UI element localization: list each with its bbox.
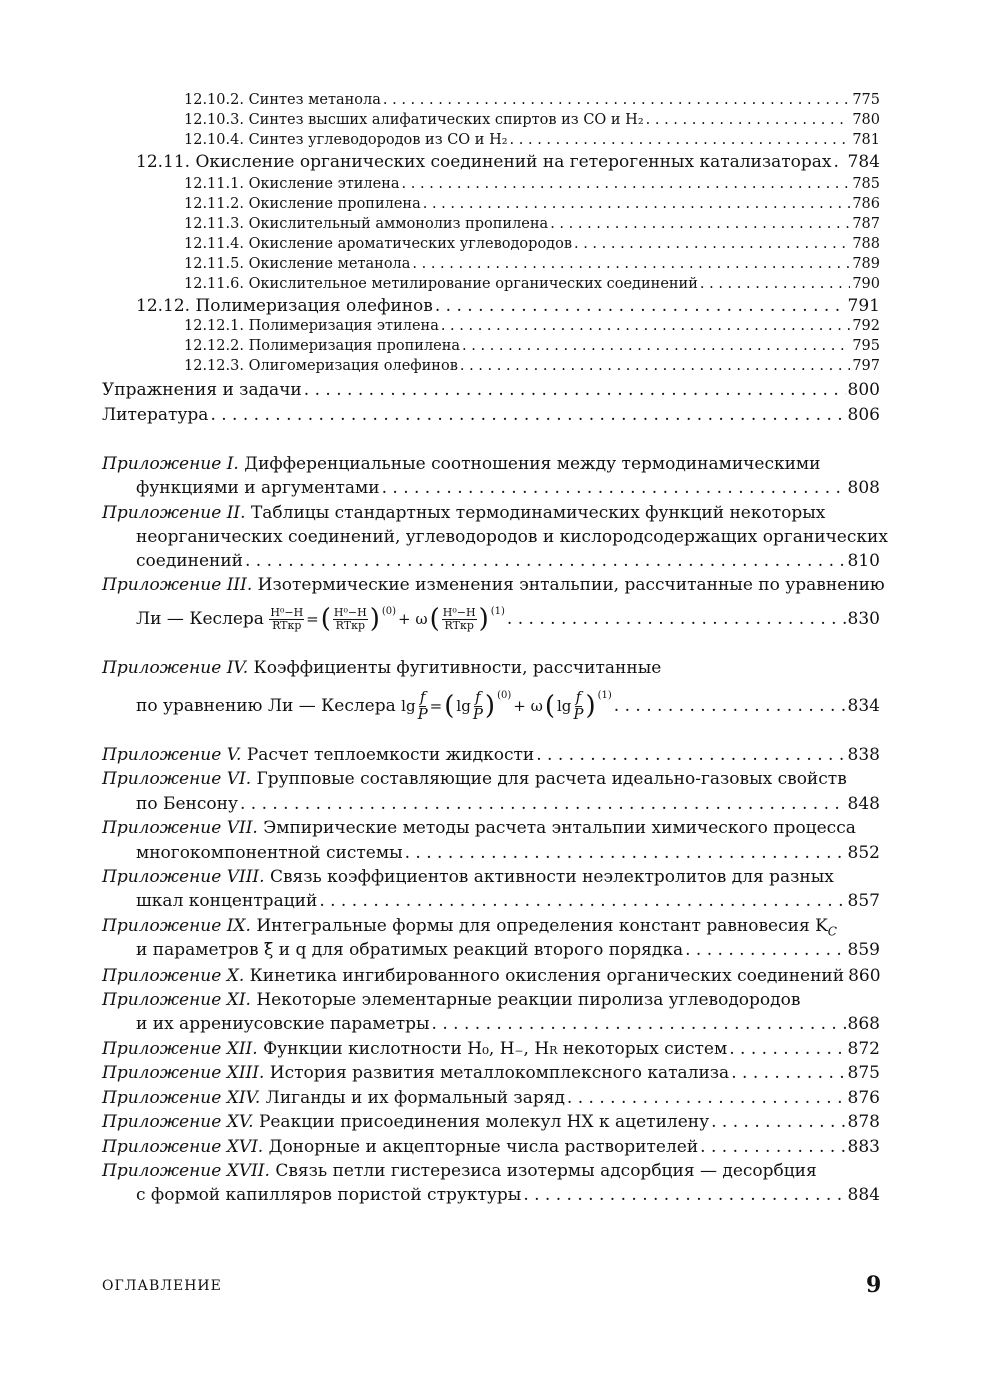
toc-entry[interactable]	[184, 276, 880, 292]
entry-title: Полимеризация олефинов	[195, 296, 433, 316]
entry-title: Окислительный аммонолиз пропилена	[248, 216, 549, 232]
appendix-label: Приложение XI.	[102, 990, 251, 1010]
appendix-title-cont: по Бенсону	[136, 794, 238, 814]
appendix-label: Приложение XIII.	[102, 1063, 265, 1083]
appendix-title-cont: с формой капилляров пористой структуры	[136, 1185, 522, 1205]
entry-number: 12.10.3.	[184, 112, 244, 128]
entry-title: Синтез углеводородов из CO и H₂	[248, 132, 508, 148]
entry-number: 12.11.6.	[184, 276, 244, 292]
running-footer: ОГЛАВЛЕНИЕ	[102, 1278, 222, 1294]
appendix-4[interactable]	[102, 658, 661, 678]
appendix-title: Коэффициенты фугитивности, рассчитанные	[253, 658, 662, 678]
appendix-page: 860	[848, 966, 881, 986]
appendix-7-cont[interactable]	[136, 843, 880, 863]
appendix-page: 808	[847, 478, 880, 498]
appendix-9[interactable]: Приложение IX. Интегральные формы для определения констант равновесия $K_C$	[102, 916, 837, 939]
toc-entry[interactable]	[184, 196, 880, 212]
entry-page: 784	[847, 152, 880, 172]
entry-number: 12.11.2.	[184, 196, 244, 212]
entry-title: Окисление пропилена	[248, 196, 421, 212]
entry-page: 791	[847, 296, 880, 316]
entry-title: Полимеризация пропилена	[248, 338, 461, 354]
appendix-page: 852	[847, 843, 880, 863]
appendix-page: 810	[847, 551, 880, 571]
enthalpy-formula: $\frac{\text{H⁰−H}}{\text{RTкр}}$ = ( $\frac{\text{H⁰−H}}{\text{RTкр}}$ ) (0) + ω ( $\frac{\text{H⁰−H}}{\text{RTкр}}$ ) (1)	[270, 604, 505, 634]
appendix-title: Расчет теплоемкости жидкости	[246, 745, 535, 765]
appendix-title: Связь коэффициентов активности неэлектролитов для разных	[269, 867, 834, 887]
fugacity-formula: lg $\frac{f}{P}$ = ( lg $\frac{f}{P}$ ) (0) + ω ( lg $\frac{f}{P}$ ) (1)	[401, 688, 612, 723]
appendix-page: 868	[847, 1014, 880, 1034]
entry-page: 800	[847, 380, 880, 400]
toc-entry[interactable]	[184, 236, 880, 252]
appendix-title: Таблицы стандартных термодинамических функций некоторых	[250, 503, 826, 523]
appendix-label: Приложение XV.	[102, 1112, 254, 1132]
toc-entry[interactable]	[184, 338, 880, 354]
entry-page: 789	[852, 256, 880, 272]
appendix-title: Реакции присоединения молекул HX к ацетилену	[258, 1112, 710, 1132]
appendix-page: 859	[847, 940, 880, 960]
entry-number: 12.11.	[136, 152, 191, 172]
page-number: 9	[866, 1272, 882, 1298]
appendix-page: 848	[847, 794, 880, 814]
formula-fraction: $\frac{\text{H⁰−H}}{\text{RTкр}}$	[270, 605, 304, 632]
entry-title: Олигомеризация олефинов	[248, 358, 458, 374]
appendix-title-cont: соединений	[136, 551, 243, 571]
appendix-page: 857	[847, 891, 880, 911]
appendix-1[interactable]	[102, 454, 821, 474]
entry-page: 781	[852, 132, 880, 148]
toc-entry[interactable]	[184, 176, 880, 192]
appendix-label: Приложение XVII.	[102, 1161, 270, 1181]
appendix-3[interactable]	[102, 575, 885, 595]
toc-entry[interactable]	[184, 318, 880, 334]
appendix-label: Приложение X.	[102, 966, 245, 986]
appendix-title-cont: многокомпонентной системы	[136, 843, 403, 863]
appendix-label: Приложение I.	[102, 454, 239, 474]
appendix-title-cont: шкал концентраций	[136, 891, 318, 911]
entry-page: 790	[852, 276, 880, 292]
entry-title: Окисление метанола	[248, 256, 411, 272]
appendix-title-cont: и их аррениусовские параметры	[136, 1014, 430, 1034]
appendix-title: Лиганды и их формальный заряд	[265, 1088, 565, 1108]
appendix-5[interactable]	[102, 745, 880, 765]
entry-number: 12.11.5.	[184, 256, 244, 272]
appendix-12[interactable]: Приложение XII. Функции кислотности H₀, H₋, H R некоторых систем . . . 872	[102, 1039, 880, 1059]
formula-fraction: $\frac{\text{H⁰−H}}{\text{RTкр}}$	[333, 605, 367, 632]
toc-entry[interactable]	[184, 92, 880, 108]
entry-number: 12.11.1.	[184, 176, 244, 192]
appendix-page: 876	[847, 1088, 880, 1108]
entry-title: Синтез метанола	[248, 92, 381, 108]
entry-number: 12.10.4.	[184, 132, 244, 148]
appendix-title-cont: неорганических соединений, углеводородов и кислородсодержащих органических	[136, 527, 888, 547]
entry-title: Окисление этилена	[248, 176, 400, 192]
appendix-title-cont: и параметров ξ̄ и q для обратимых реакций второго порядка	[136, 940, 684, 960]
appendix-11-cont[interactable]	[136, 1014, 880, 1034]
appendix-6[interactable]	[102, 769, 847, 789]
entry-title: Упражнения и задачи	[102, 380, 302, 400]
appendix-2-cont2[interactable]	[136, 551, 880, 571]
entry-number: 12.10.2.	[184, 92, 244, 108]
entry-page: 787	[852, 216, 880, 232]
appendix-label: Приложение VII.	[102, 818, 258, 838]
appendix-14[interactable]	[102, 1088, 880, 1108]
appendix-label: Приложение XII.	[102, 1039, 258, 1059]
appendix-2-cont	[136, 527, 888, 547]
entry-title: Синтез высших алифатических спиртов из CO и H₂	[248, 112, 644, 128]
appendix-title: Интегральные формы для определения констант равновесия K	[256, 916, 828, 936]
appendix-title-cont: функциями и аргументами	[136, 478, 380, 498]
entry-number: 12.12.	[136, 296, 191, 316]
appendix-label: Приложение IV.	[102, 658, 249, 678]
appendix-page: 884	[847, 1185, 880, 1205]
appendix-title: Групповые составляющие для расчета идеально-газовых свойств	[256, 769, 847, 789]
entry-page: 806	[847, 405, 880, 425]
appendix-11[interactable]	[102, 990, 800, 1010]
formula-fraction: $\frac{f}{P}$	[417, 688, 428, 723]
entry-number: 12.11.4.	[184, 236, 244, 252]
entry-page: 775	[852, 92, 880, 108]
appendix-title: История развития металлокомплексного катализа	[269, 1063, 730, 1083]
appendix-4-cont[interactable]	[136, 690, 880, 723]
appendix-3-cont[interactable]	[136, 606, 880, 632]
toc-entry[interactable]	[136, 296, 880, 316]
appendix-title: Донорные и акцепторные числа растворителей	[268, 1137, 699, 1157]
formula-fraction: $\frac{\text{H⁰−H}}{\text{RTкр}}$	[442, 605, 476, 632]
appendix-title: Изотермические изменения энтальпии, рассчитанные по уравнению	[257, 575, 885, 595]
appendix-10[interactable]	[102, 966, 880, 986]
entry-page: 780	[852, 112, 880, 128]
appendix-17-cont[interactable]	[136, 1185, 880, 1205]
appendix-label: Приложение XIV.	[102, 1088, 261, 1108]
appendix-title-tail: некоторых систем	[562, 1039, 728, 1059]
entry-number: 12.12.1.	[184, 318, 244, 334]
entry-number: 12.11.3.	[184, 216, 244, 232]
appendix-label: Приложение VI.	[102, 769, 252, 789]
appendix-6-cont[interactable]	[136, 794, 880, 814]
appendix-label: Приложение XVI.	[102, 1137, 264, 1157]
appendix-15[interactable]	[102, 1112, 880, 1132]
formula-fraction: $\frac{f}{P}$	[573, 688, 584, 723]
appendix-title: Связь петли гистерезиса изотермы адсорбция — десорбция	[275, 1161, 817, 1181]
formula-fraction: $\frac{f}{P}$	[472, 688, 483, 723]
appendix-label: Приложение V.	[102, 745, 242, 765]
entry-title: Окисление органических соединений на гетерогенных катализаторах	[195, 152, 832, 172]
appendix-page: 875	[847, 1063, 880, 1083]
toc-entry[interactable]	[184, 216, 880, 232]
appendix-label: Приложение III.	[102, 575, 253, 595]
appendix-9-cont[interactable]	[136, 940, 880, 960]
toc-entry[interactable]	[184, 358, 880, 374]
toc-entry[interactable]	[184, 256, 880, 272]
appendix-13[interactable]	[102, 1063, 880, 1083]
toc-entry[interactable]	[136, 152, 880, 172]
entry-page: 797	[852, 358, 880, 374]
toc-entry[interactable]	[102, 405, 880, 425]
appendix-label: Приложение IX.	[102, 916, 251, 936]
appendix-label: Приложение VIII.	[102, 867, 265, 887]
entry-page: 788	[852, 236, 880, 252]
appendix-17[interactable]	[102, 1161, 817, 1181]
entry-title: Окислительное метилирование органических соединений	[248, 276, 698, 292]
appendix-title-cont: по уравнению Ли — Кеслера	[136, 696, 396, 717]
appendix-8-cont[interactable]	[136, 891, 880, 911]
entry-page: 785	[852, 176, 880, 192]
appendix-7[interactable]	[102, 818, 856, 838]
appendix-page: 830	[847, 609, 880, 629]
entry-page: 795	[852, 338, 880, 354]
appendix-1-cont[interactable]	[136, 478, 880, 498]
appendix-page: 872	[847, 1039, 880, 1059]
entry-title: Полимеризация этилена	[248, 318, 439, 334]
appendix-title: Дифференциальные соотношения между термодинамическими	[244, 454, 821, 474]
entry-page: 786	[852, 196, 880, 212]
appendix-8[interactable]	[102, 867, 834, 887]
toc-entry[interactable]	[184, 132, 880, 148]
appendix-label: Приложение II.	[102, 503, 246, 523]
appendix-page: 838	[847, 745, 880, 765]
toc-entry[interactable]	[184, 112, 880, 128]
appendix-title: Эмпирические методы расчета энтальпии химического процесса	[263, 818, 856, 838]
appendix-2[interactable]	[102, 503, 825, 523]
entry-page: 792	[852, 318, 880, 334]
appendix-title-cont: Ли — Кеслера	[136, 609, 264, 629]
appendix-title: Функции кислотности H₀, H₋, H	[263, 1039, 550, 1059]
appendix-title: Кинетика ингибированного окисления органических соединений	[249, 966, 845, 986]
appendix-page: 883	[847, 1137, 880, 1157]
entry-number: 12.12.2.	[184, 338, 244, 354]
appendix-page: 834	[847, 696, 880, 717]
toc-entry[interactable]	[102, 380, 880, 400]
appendix-title: Некоторые элементарные реакции пиролиза углеводородов	[256, 990, 801, 1010]
appendix-page: 878	[847, 1112, 880, 1132]
appendix-16[interactable]	[102, 1137, 880, 1157]
entry-number: 12.12.3.	[184, 358, 244, 374]
entry-title: Окисление ароматических углеводородов	[248, 236, 572, 252]
entry-title: Литература	[102, 405, 209, 425]
